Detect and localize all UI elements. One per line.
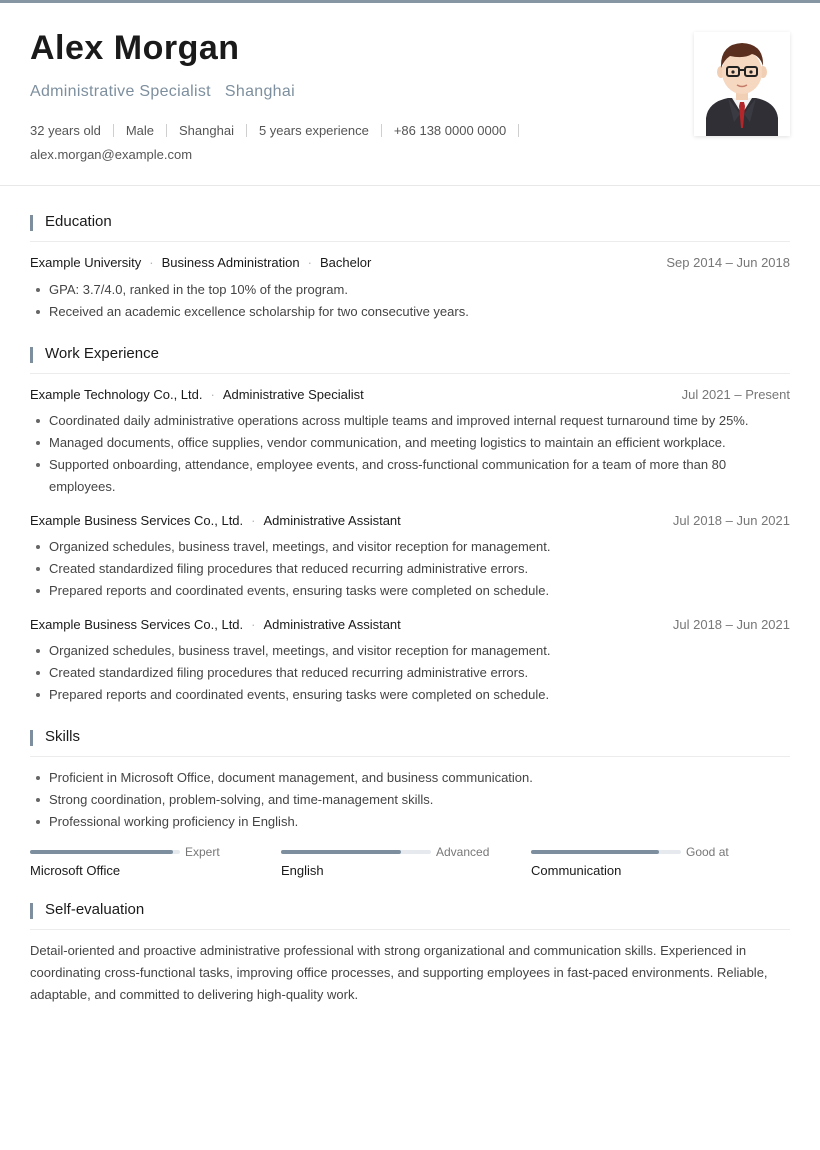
self-evaluation-text: Detail-oriented and proactive administrative professional with strong organizational and communication skills. Experienced in coordinating cross-functional tasks, improving office processes, and supporting employees in fast-paced environments. Reliable, adaptable, and committed to delivering high-quality work. xyxy=(30,943,768,1002)
skill-fill xyxy=(30,850,173,854)
candidate-name: Alex Morgan xyxy=(30,29,240,67)
section-title-work xyxy=(30,343,790,374)
job-title: Administrative Specialist xyxy=(30,83,211,100)
company-name: Example Business Services Co., Ltd. xyxy=(30,513,244,528)
section-heading: Education xyxy=(45,213,112,230)
list-item: Supported onboarding, attendance, employee events, and cross-functional communication for a team of more than 80 employees. xyxy=(30,454,790,498)
section-accent-bar xyxy=(30,347,33,363)
info-separator xyxy=(246,124,247,137)
company-name: Example Technology Co., Ltd. xyxy=(30,387,203,402)
education-bullets xyxy=(30,279,790,323)
info-separator xyxy=(166,124,167,137)
work-bullets xyxy=(30,536,790,602)
skill-fill xyxy=(531,850,659,854)
list-item: Received an academic excellence scholarship for two consecutive years. xyxy=(30,301,790,323)
work-bullets xyxy=(30,410,790,498)
skill-bar-english xyxy=(281,844,491,880)
section-heading: Self-evaluation xyxy=(45,901,145,918)
section-title-self-evaluation xyxy=(30,899,790,930)
skill-name: Microsoft Office xyxy=(30,863,121,878)
personal-info xyxy=(30,123,531,138)
section-heading: Skills xyxy=(45,728,81,745)
list-item: Proficient in Microsoft Office, document management, and business communication. xyxy=(30,767,790,789)
list-item: Organized schedules, business travel, meetings, and visitor reception for management. xyxy=(30,536,790,558)
resume-header xyxy=(0,3,820,186)
info-separator xyxy=(381,124,382,137)
section-accent-bar xyxy=(30,215,33,231)
skill-track xyxy=(30,850,180,854)
list-item: Prepared reports and coordinated events, ensuring tasks were completed on schedule. xyxy=(30,580,790,602)
target-city: Shanghai xyxy=(224,83,295,100)
skill-name: English xyxy=(281,863,324,878)
education-date: Sep 2014 – Jun 2018 xyxy=(666,255,790,270)
info-separator xyxy=(113,124,114,137)
skill-level: Expert xyxy=(185,845,220,859)
info-phone: +86 138 0000 0000 xyxy=(393,123,507,138)
skill-track xyxy=(531,850,681,854)
skill-level: Good at xyxy=(686,845,729,859)
job-title-line xyxy=(30,83,295,101)
section-heading: Work Experience xyxy=(45,345,159,362)
info-location: Shanghai xyxy=(179,123,234,138)
skill-bar-communication xyxy=(531,844,741,880)
skill-bar-microsoft-office xyxy=(30,844,240,880)
email-address: alex.morgan@example.com xyxy=(30,147,193,162)
dot-separator: · xyxy=(307,255,312,270)
skills-bullets xyxy=(30,767,790,833)
work-date: Jul 2021 – Present xyxy=(681,387,790,402)
school-name: Example University xyxy=(30,255,142,270)
list-item: Coordinated daily administrative operations across multiple teams and improved internal request turnaround time by 25%. xyxy=(30,410,790,432)
person-with-glasses-icon xyxy=(694,32,790,136)
info-experience: 5 years experience xyxy=(258,123,369,138)
avatar xyxy=(694,32,790,136)
section-accent-bar xyxy=(30,903,33,919)
work-bullets xyxy=(30,640,790,706)
major: Business Administration xyxy=(161,255,300,270)
dot-separator: · xyxy=(210,387,215,402)
list-item: GPA: 3.7/4.0, ranked in the top 10% of the program. xyxy=(30,279,790,301)
section-title-skills xyxy=(30,726,790,757)
dot-separator: · xyxy=(149,255,154,270)
list-item: Managed documents, office supplies, vendor communication, and meeting logistics to maintain an efficient workplace. xyxy=(30,432,790,454)
role-name: Administrative Assistant xyxy=(263,617,401,632)
list-item: Professional working proficiency in English. xyxy=(30,811,790,833)
skill-name: Communication xyxy=(531,863,622,878)
list-item: Strong coordination, problem-solving, and time-management skills. xyxy=(30,789,790,811)
skill-track xyxy=(281,850,431,854)
skill-fill xyxy=(281,850,401,854)
dot-separator: · xyxy=(251,513,256,528)
info-separator xyxy=(518,124,519,137)
info-age: 32 years old xyxy=(30,123,101,138)
work-date: Jul 2018 – Jun 2021 xyxy=(672,617,790,632)
dot-separator: · xyxy=(251,617,256,632)
list-item: Created standardized filing procedures that reduced recurring administrative errors. xyxy=(30,662,790,684)
work-entry-header xyxy=(30,617,790,635)
education-entry-header xyxy=(30,255,790,273)
role-name: Administrative Assistant xyxy=(263,513,401,528)
company-name: Example Business Services Co., Ltd. xyxy=(30,617,244,632)
degree: Bachelor xyxy=(319,255,372,270)
skill-level: Advanced xyxy=(436,845,490,859)
work-date: Jul 2018 – Jun 2021 xyxy=(672,513,790,528)
list-item: Created standardized filing procedures that reduced recurring administrative errors. xyxy=(30,558,790,580)
work-entry-header xyxy=(30,387,790,405)
list-item: Prepared reports and coordinated events, ensuring tasks were completed on schedule. xyxy=(30,684,790,706)
section-title-education xyxy=(30,211,790,242)
work-entry-header xyxy=(30,513,790,531)
info-gender: Male xyxy=(125,123,155,138)
list-item: Organized schedules, business travel, meetings, and visitor reception for management. xyxy=(30,640,790,662)
role-name: Administrative Specialist xyxy=(222,387,364,402)
section-accent-bar xyxy=(30,730,33,746)
